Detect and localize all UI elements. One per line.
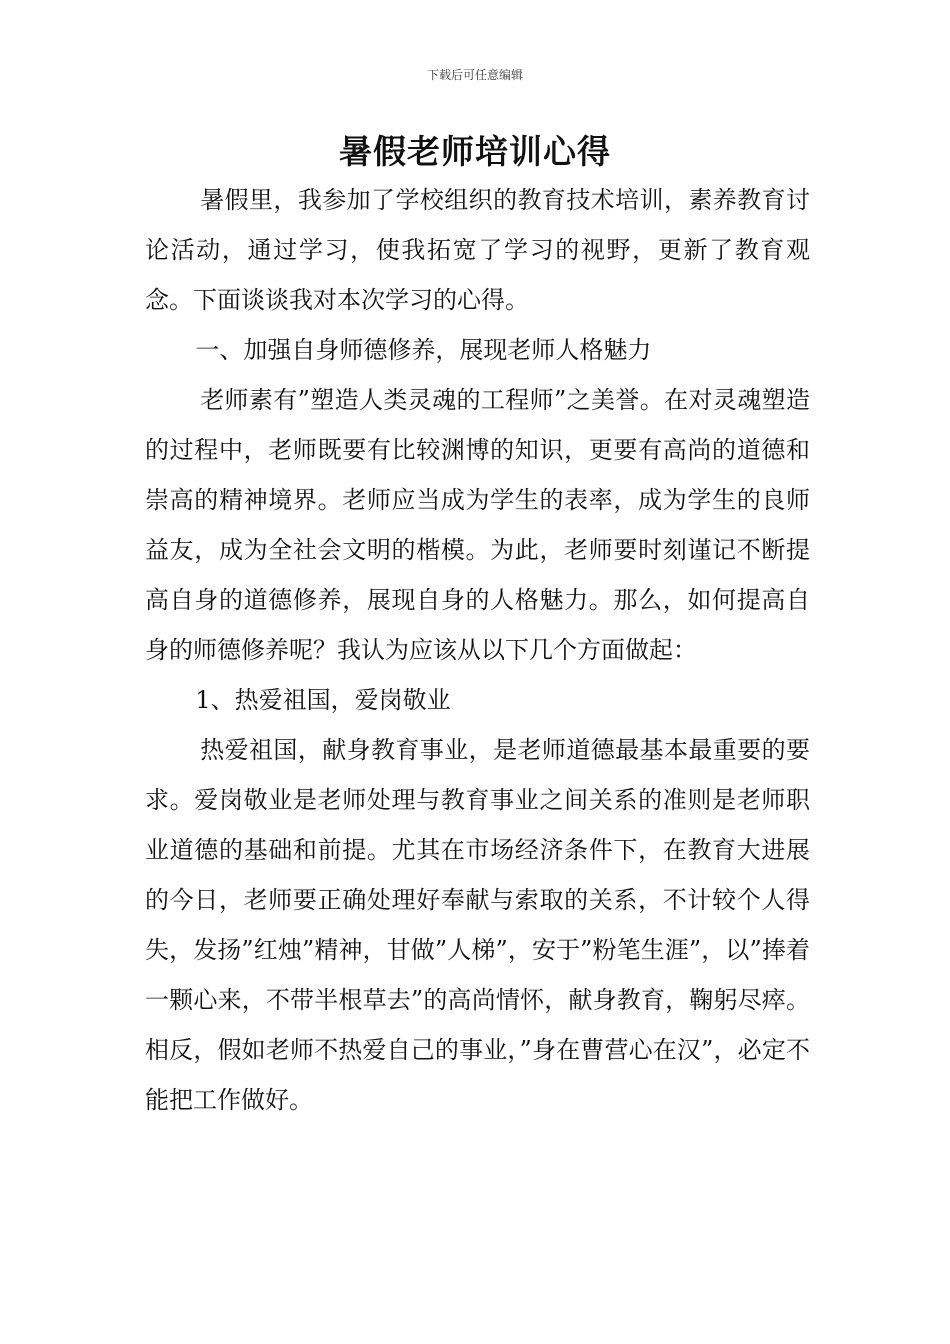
paragraph-intro: 暑假里，我参加了学校组织的教育技术培训，素养教育讨论活动，通过学习，使我拓宽了学习的视野，更新了教育观念。下面谈谈我对本次学习的心得。 xyxy=(145,186,810,314)
section-heading: 一、加强自身师德修养，展现老师人格魅力 xyxy=(195,336,652,364)
subsection-heading: 1、热爱祖国，爱岗敬业 xyxy=(195,686,451,714)
paragraph-subsection: 热爱祖国，献身教育事业，是老师道德最基本最重要的要求。爱岗敬业是老师处理与教育事业之间关系的准则是老师职业道德的基础和前提。尤其在市场经济条件下，在教育大进展的今日，老师要正确处理好奉献与索取的关系，不计较个人得失，发扬”红烛”精神，甘做”人梯”，安于”粉笔生涯”，以”捧着一颗心来，不带半根草去”的高尚情怀，献身教育，鞠躬尽瘁。相反，假如老师不热爱自己的事业，”身在曹营心在汉”，必定不能把工作做好。 xyxy=(145,736,810,1114)
header-note: 下载后可任意编辑 xyxy=(426,68,523,82)
paragraph-section-intro: 老师素有”塑造人类灵魂的工程师”之美誉。在对灵魂塑造的过程中，老师既要有比较渊博的知识，更要有高尚的道德和崇高的精神境界。老师应当成为学生的表率，成为学生的良师益友，成为全社会文明的楷模。为此，老师要时刻谨记不断提高自身的道德修养，展现自身的人格魅力。那么，如何提高自身的师德修养呢？我认为应该从以下几个方面做起： xyxy=(145,386,810,664)
document-body xyxy=(145,175,810,1125)
page-title: 暑假老师培训心得 xyxy=(339,132,611,171)
